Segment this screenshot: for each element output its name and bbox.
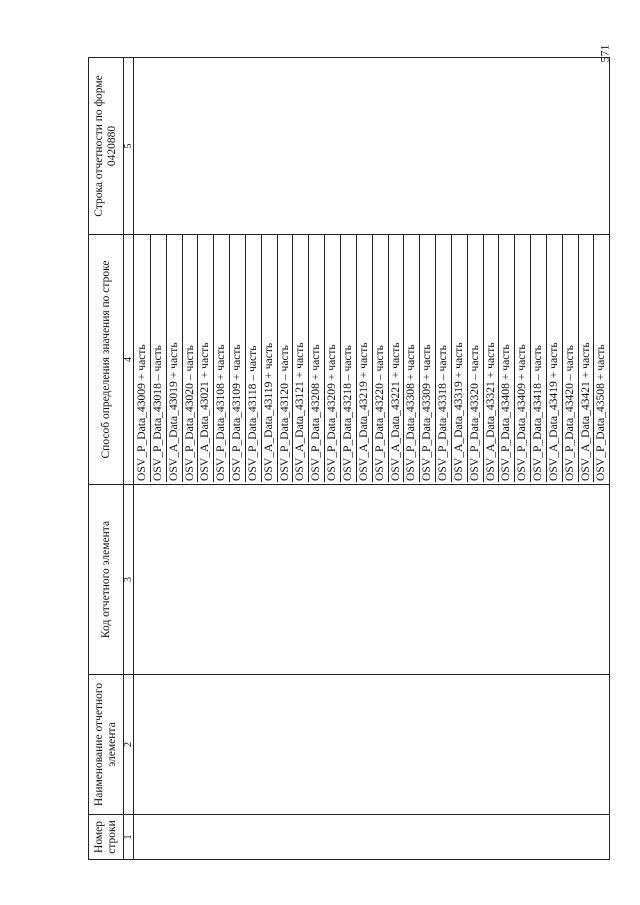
method-item: OSV_A_Data_43221 + часть bbox=[389, 235, 405, 482]
column-number: 3 bbox=[124, 485, 134, 675]
method-item: OSV_P_Data_43209 + часть bbox=[325, 235, 341, 482]
method-item: OSV_P_Data_43218 – часть bbox=[341, 235, 357, 482]
page-number: 571 bbox=[597, 44, 612, 63]
method-item: OSV_P_Data_43120 – часть bbox=[278, 235, 294, 482]
method-item: OSV_P_Data_43108 + часть bbox=[214, 235, 230, 482]
method-item: OSV_P_Data_43320 – часть bbox=[468, 235, 484, 482]
method-item: OSV_P_Data_43018 – часть bbox=[151, 235, 167, 482]
method-item: OSV_P_Data_43308 + часть bbox=[404, 235, 420, 482]
method-item: OSV_P_Data_43418 – часть bbox=[531, 235, 547, 482]
line-number-cell bbox=[134, 815, 610, 860]
method-item: OSV_P_Data_43420 – часть bbox=[563, 235, 579, 482]
method-item: OSV_P_Data_43020 – часть bbox=[183, 235, 199, 482]
table-row bbox=[134, 58, 610, 860]
header-line-number: Номер строки bbox=[89, 815, 124, 860]
method-item: OSV_P_Data_43409 + часть bbox=[515, 235, 531, 482]
method-item: OSV_P_Data_43208 + часть bbox=[309, 235, 325, 482]
column-number: 5 bbox=[124, 58, 134, 235]
column-number: 1 bbox=[124, 815, 134, 860]
header-report-line: Строка отчетности по форме 0420880 bbox=[89, 58, 124, 235]
method-item: OSV_P_Data_43009 + часть bbox=[135, 235, 151, 482]
column-number: 2 bbox=[124, 675, 134, 815]
method-item: OSV_P_Data_43508 + часть bbox=[594, 344, 608, 481]
rotated-table-inner bbox=[88, 58, 608, 860]
report-line-cell bbox=[134, 58, 610, 235]
method-item: OSV_P_Data_43118 – часть bbox=[246, 235, 262, 482]
method-item: OSV_A_Data_43421 + часть bbox=[579, 235, 595, 482]
column-number-row bbox=[124, 58, 134, 860]
method-item: OSV_P_Data_43220 – часть bbox=[373, 235, 389, 482]
method-item: OSV_P_Data_43318 – часть bbox=[436, 235, 452, 482]
method-cell bbox=[134, 235, 610, 485]
method-list bbox=[134, 235, 609, 484]
method-item: OSV_A_Data_43319 + часть bbox=[452, 235, 468, 482]
method-item: OSV_A_Data_43119 + часть bbox=[262, 235, 278, 482]
method-item: OSV_A_Data_43019 + часть bbox=[167, 235, 183, 482]
header-row bbox=[89, 58, 124, 860]
method-item: OSV_A_Data_43321 + часть bbox=[484, 235, 500, 482]
column-number: 4 bbox=[124, 235, 134, 485]
method-item: OSV_P_Data_43109 + часть bbox=[230, 235, 246, 482]
method-item: OSV_P_Data_43309 + часть bbox=[420, 235, 436, 482]
method-item: OSV_A_Data_43219 + часть bbox=[357, 235, 373, 482]
method-item: OSV_A_Data_43121 + часть bbox=[293, 235, 309, 482]
rotated-table-frame bbox=[88, 58, 608, 860]
element-name-cell bbox=[134, 675, 610, 815]
method-item: OSV_P_Data_43408 + часть bbox=[499, 235, 515, 482]
header-method: Способ определения значения по строке bbox=[89, 235, 124, 485]
method-item: OSV_A_Data_43419 + часть bbox=[547, 235, 563, 482]
element-code-cell bbox=[134, 485, 610, 675]
method-item: OSV_A_Data_43021 + часть bbox=[198, 235, 214, 482]
header-element-name: Наименование отчетного элемента bbox=[89, 675, 124, 815]
report-table bbox=[88, 57, 610, 860]
header-element-code: Код отчетного элемента bbox=[89, 485, 124, 675]
